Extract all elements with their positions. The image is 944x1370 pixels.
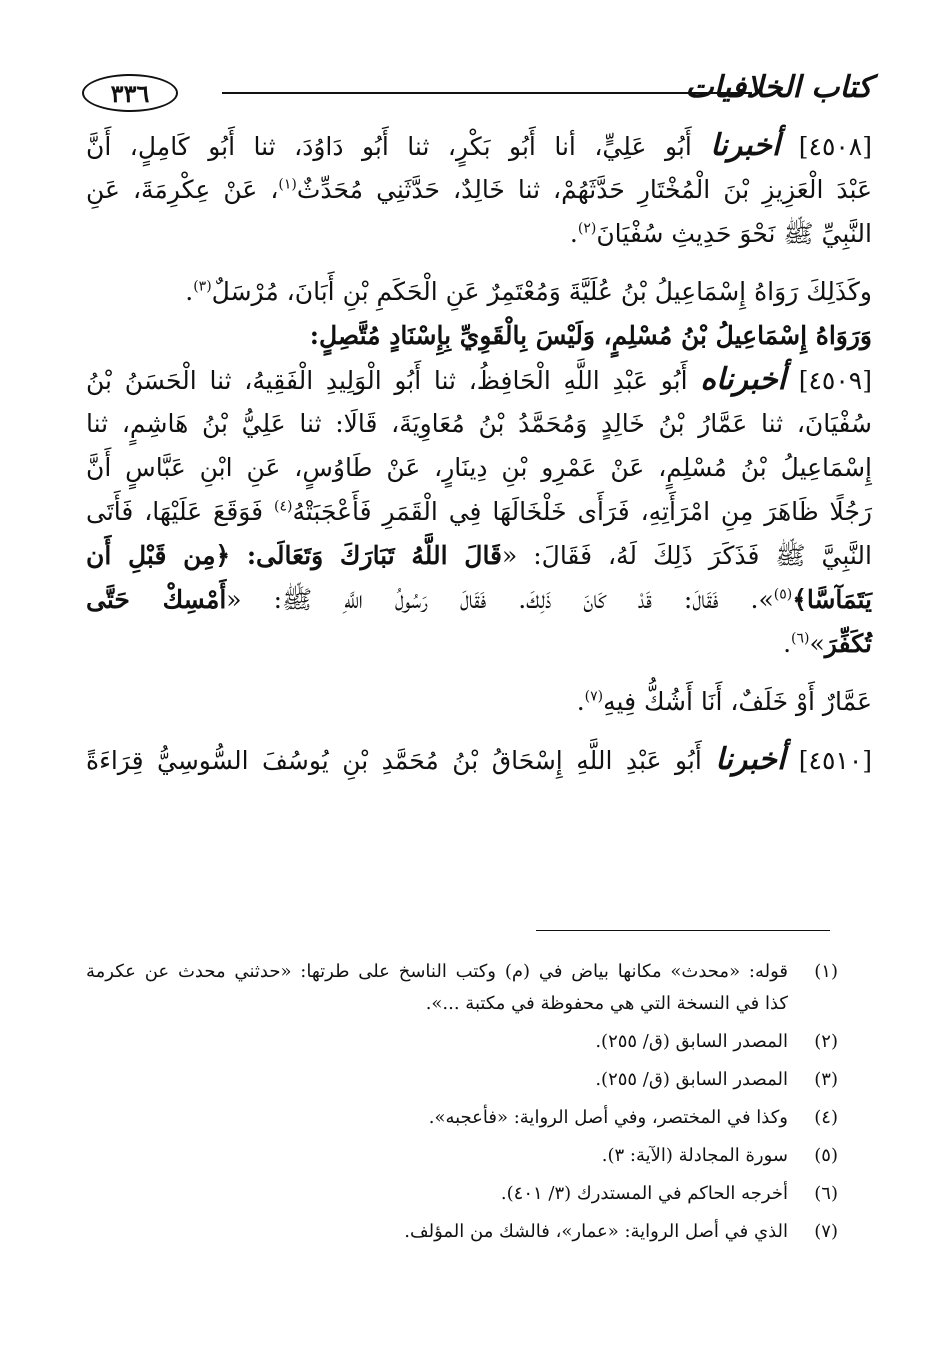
footnote-ref[interactable]: (٢) <box>577 220 597 237</box>
line-text: النَّبِيِّ ﷺ نَحْوَ حَدِيثِ سُفْيَانَ <box>596 219 872 248</box>
commentary-line-1 <box>86 270 872 314</box>
footnote-ref[interactable]: (٤) <box>273 498 293 515</box>
line-text: عَمَّارٌ أَوْ خَلَفٌ، أَنَا أَشُكُّ فِيهِ <box>603 687 872 716</box>
footnote-number: (٥) <box>814 1145 838 1166</box>
footnote-7 <box>86 1216 838 1248</box>
line-text: سُفْيَانَ، ثنا عَمَّارُ بْنُ خَالِدٍ وَمُحَمَّدُ بْنُ مُعَاوِيَةَ، قَالَا: ثنا عَلِيُّ بْنُ هَاشِمٍ، ثنا <box>86 409 872 438</box>
footnote-ref[interactable]: (٧) <box>584 688 604 705</box>
footnote-text: أخرجه الحاكم في المستدرك (٣/ ٤٠١). <box>500 1183 788 1204</box>
hadith-4509-line-4 <box>86 490 872 534</box>
hadith-4509-line-1 <box>86 358 872 402</box>
book-title: كتاب الخلافيات <box>685 70 872 105</box>
commentary-line-2 <box>86 314 872 358</box>
footnote-text: وكذا في المختصر، وفي أصل الرواية: «فأعجبه». <box>428 1107 788 1128</box>
footnote-number: (٢) <box>814 1031 838 1052</box>
footnote-number: (٦) <box>814 1183 838 1204</box>
hadith-keyword: أخبرنا <box>715 742 786 777</box>
footnote-ref[interactable]: (٥) <box>773 586 793 603</box>
page-header <box>82 70 872 114</box>
line-text: ، عَنْ عِكْرِمَةَ، عَنِ <box>86 175 279 204</box>
line-text: النَّبِيَّ ﷺ فَذَكَرَ ذَلِكَ لَهُ، فَقَالَ: « <box>502 541 872 570</box>
hadith-number: [٤٥١٠] <box>798 746 873 775</box>
header-rule <box>222 92 752 94</box>
line-text: وَرَوَاهُ إِسْمَاعِيلُ بْنُ مُسْلِمٍ، وَلَيْسَ بِالْقَوِيِّ بِإِسْنَادٍ مُتَّصِلٍ: <box>309 321 872 350</box>
footnote-6 <box>86 1178 838 1210</box>
footnote-text: قوله: «محدث» مكانها بياض في (م) وكتب الناسخ على طرتها: «حدثني محدث عن عكرمة <box>86 961 788 982</box>
hadith-4508-line-1 <box>86 124 872 168</box>
prophet-quote: أَمْسِكْ حَتَّى <box>86 585 227 614</box>
footnote-2 <box>86 1026 838 1058</box>
line-text: وكَذَلِكَ رَوَاهُ إِسْمَاعِيلُ بْنُ عُلَيَّةَ وَمُعْتَمِرٌ عَنِ الْحَكَمِ بْنِ أَبَانَ، مُرْسَلٌ <box>211 277 872 306</box>
footnote-text: الذي في أصل الرواية: «عمار»، فالشك من المؤلف. <box>404 1221 788 1242</box>
line-text: عَبْدَ الْعَزِيزِ بْنَ الْمُخْتَارِ حَدَّثَهُمْ، ثنا خَالِدٌ، حَدَّثَنِي مُحَدِّثٌ <box>296 175 873 204</box>
hadith-4510-line-1 <box>86 738 872 782</box>
line-text: أَبُو عَلِيٍّ، أنا أَبُو بَكْرٍ، ثنا أَبُو دَاوُدَ، ثنا أَبُو كَامِلٍ، أَنَّ <box>86 132 692 161</box>
footnote-number: (٤) <box>814 1107 838 1128</box>
quran-quote: قَالَ اللَّهُ تَبَارَكَ وَتَعَالَى: ﴿مِن قَبْلِ أَن <box>86 541 503 570</box>
line-text: فَوَقَعَ عَلَيْهَا، فَأَتَى <box>86 497 274 526</box>
footnote-ref[interactable]: (٦) <box>791 630 810 647</box>
main-text <box>86 124 872 782</box>
footnote-separator <box>536 930 830 931</box>
hadith-4509-line-6 <box>86 578 872 622</box>
footnotes <box>86 956 838 1254</box>
footnote-ref[interactable]: (١) <box>278 176 297 193</box>
line-text: أَبُو عَبْدِ اللَّهِ إِسْحَاقُ بْنُ مُحَمَّدِ بْنِ يُوسُفَ السُّوسِيُّ قِرَاءَةً <box>86 746 702 775</box>
footnote-number: (٧) <box>814 1221 838 1242</box>
line-text: رَجُلًا ظَاهَرَ مِنِ امْرَأَتِهِ، فَرَأَى خَلْخَالَهَا فِي الْقَمَرِ فَأَعْجَبَتْهُ <box>292 497 872 526</box>
hadith-number: [٤٥٠٩] <box>798 366 872 395</box>
footnote-text: سورة المجادلة (الآية: ٣). <box>601 1145 788 1166</box>
hadith-4509-line-5 <box>86 534 872 578</box>
footnote-text: كذا في النسخة التي هي محفوظة في مكتبة ...». <box>425 993 788 1014</box>
quran-quote: يَتَمَآسَّا﴾ <box>792 585 873 614</box>
hadith-number: [٤٥٠٨] <box>798 132 872 161</box>
line-text: أَبُو عَبْدِ اللَّهِ الْحَافِظُ، ثنا أَبُو الْوَلِيدِ الْفَقِيهُ، ثنا الْحَسَنُ بْنُ <box>86 366 688 395</box>
hadith-4509-line-2 <box>86 402 872 446</box>
line-text: . <box>783 629 792 658</box>
line-text: » <box>809 629 825 658</box>
hadith-keyword: أخبرنا <box>710 128 781 163</box>
hadith-4508-line-3 <box>86 212 872 256</box>
footnote-ref[interactable]: (٣) <box>193 278 212 295</box>
footnote-5 <box>86 1140 838 1172</box>
line-text: . <box>185 277 194 306</box>
prophet-quote: تُكَفِّرَ <box>824 629 872 658</box>
hadith-4509-line-7 <box>86 622 872 666</box>
hadith-keyword: أخبرناه <box>700 362 787 397</box>
hadith-4509-line-3 <box>86 446 872 490</box>
footnote-text: المصدر السابق (ق/ ٢٥٥). <box>595 1069 788 1090</box>
line-text: ». فَقَالَ: قَدْ كَانَ ذَلِكَ. فَقَالَ رَسُولُ اللَّهِ ﷺ: « <box>226 585 774 614</box>
footnote-text: المصدر السابق (ق/ ٢٥٥). <box>595 1031 788 1052</box>
footnote-4 <box>86 1102 838 1134</box>
page-number: ٣٣٦ <box>82 74 178 112</box>
footnote-number: (١) <box>814 961 838 982</box>
footnote-1 <box>86 956 838 1020</box>
line-text: . <box>569 219 578 248</box>
line-text: إِسْمَاعِيلُ بْنُ مُسْلِمٍ، عَنْ عَمْرِو بْنِ دِينَارٍ، عَنْ طَاوُسٍ، عَنِ ابْنِ عَبَّاسٍ أَنَّ <box>86 453 872 482</box>
narrator-doubt-line <box>86 680 872 724</box>
footnote-number: (٣) <box>814 1069 838 1090</box>
hadith-4508-line-2 <box>86 168 872 212</box>
line-text: . <box>576 687 585 716</box>
footnote-3 <box>86 1064 838 1096</box>
